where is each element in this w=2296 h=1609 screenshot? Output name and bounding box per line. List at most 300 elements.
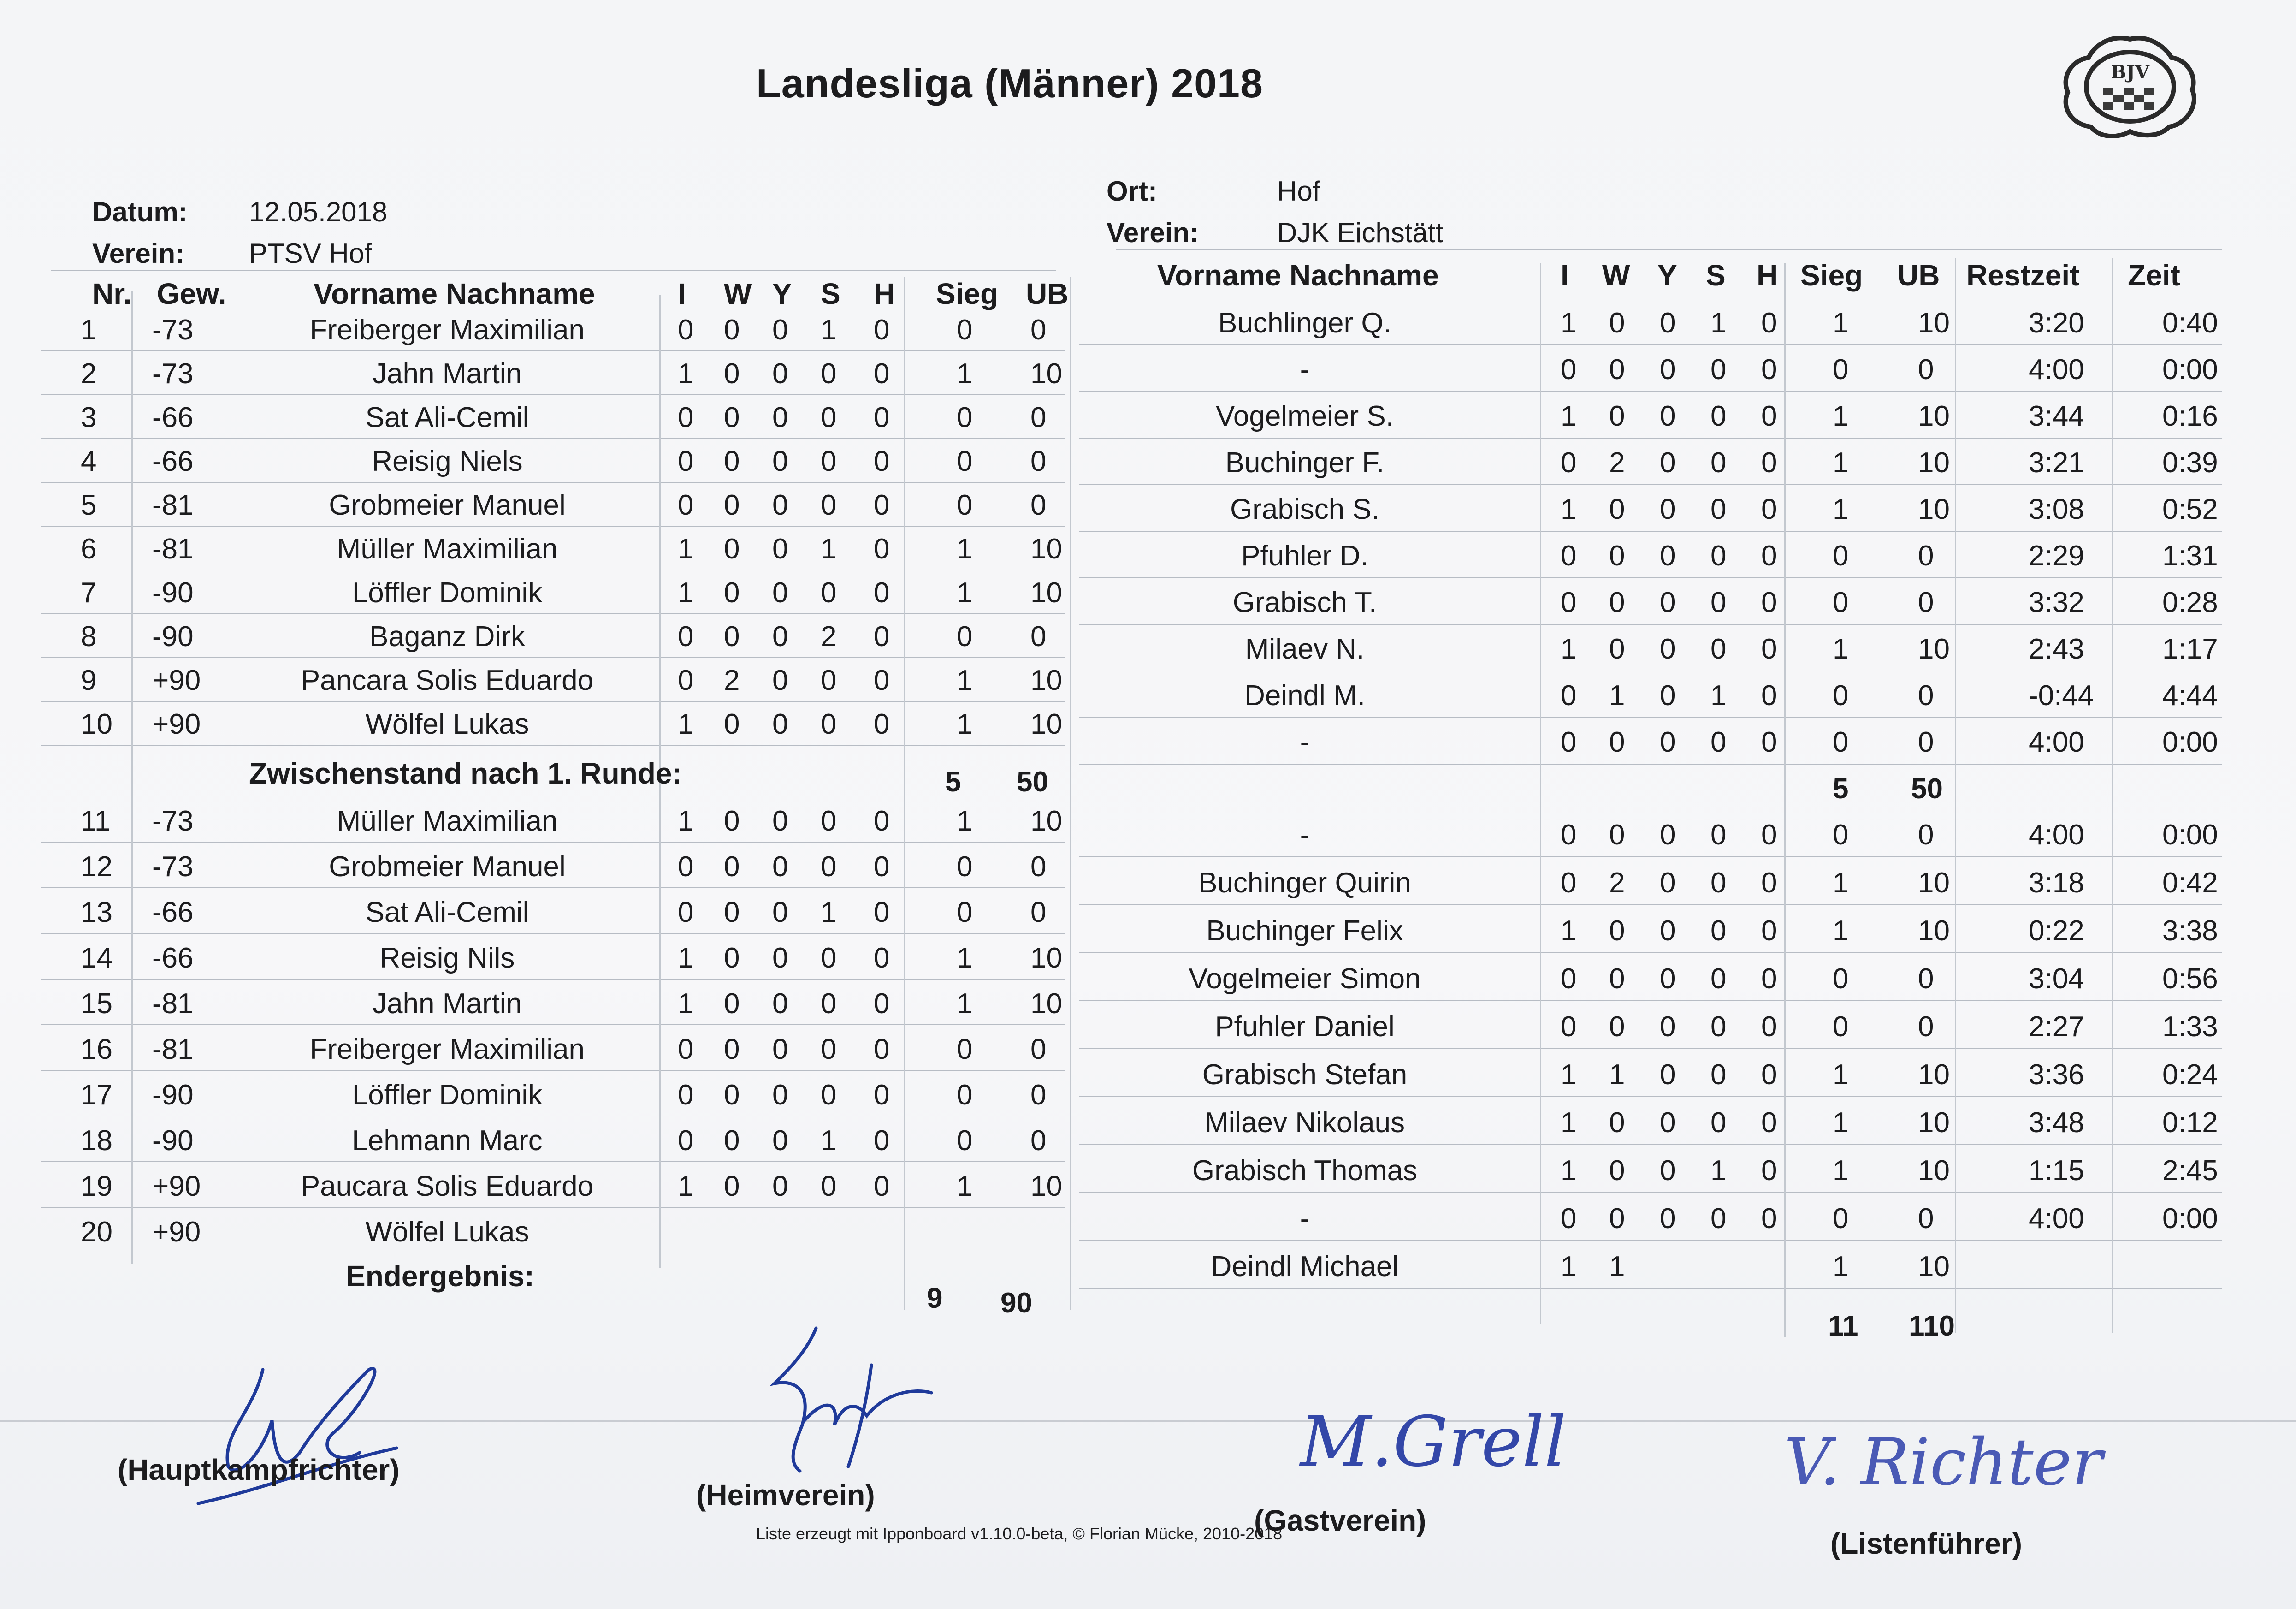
right-row-h: 0 <box>1761 867 1777 899</box>
right-row-i: 1 <box>1561 1107 1577 1139</box>
right-header-i: I <box>1561 259 1569 292</box>
left-row-y: 0 <box>772 489 788 521</box>
right-row-y: 0 <box>1660 354 1676 386</box>
right-row-i: 1 <box>1561 1251 1577 1282</box>
right-row-s: 0 <box>1710 1059 1727 1091</box>
left-row-sieg: 1 <box>957 665 973 696</box>
left-row-y: 0 <box>772 577 788 609</box>
left-row-rule <box>41 482 1065 483</box>
right-row-rule <box>1079 1192 2222 1193</box>
right-row-i: 1 <box>1561 400 1577 432</box>
right-row-s: 0 <box>1710 819 1727 851</box>
left-row-weight: -90 <box>152 1125 194 1157</box>
left-row-rule <box>41 979 1065 980</box>
home-verein-label: Verein: <box>92 238 185 269</box>
right-row-sieg: 0 <box>1833 1011 1849 1043</box>
left-row-s: 0 <box>821 1033 837 1065</box>
left-row-weight: -73 <box>152 851 194 883</box>
right-row-fighter-name: - <box>1300 726 1310 758</box>
right-row-y: 0 <box>1660 680 1676 712</box>
right-row-zeit: 0:42 <box>2162 867 2218 899</box>
right-row-i: 0 <box>1561 587 1577 618</box>
left-header-w: W <box>724 277 752 310</box>
left-row-s: 1 <box>821 314 837 346</box>
right-row-restzeit: 1:15 <box>2029 1155 2084 1187</box>
left-row-i: 0 <box>678 445 694 477</box>
left-row-i: 0 <box>678 1033 694 1065</box>
right-row-restzeit: 0:22 <box>2029 915 2084 947</box>
away-club <box>1107 217 1443 249</box>
right-row-h: 0 <box>1761 963 1777 995</box>
right-row-y: 0 <box>1660 587 1676 618</box>
right-row-rule <box>1079 391 2222 392</box>
right-row-w: 0 <box>1609 540 1625 572</box>
left-row-y: 0 <box>772 1170 788 1202</box>
left-row-w: 0 <box>724 445 740 477</box>
listenfuehrer-label: (Listenführer) <box>1830 1527 2022 1560</box>
right-row-restzeit: 2:27 <box>2029 1011 2084 1043</box>
right-row-zeit: 0:56 <box>2162 963 2218 995</box>
left-row-rule <box>41 745 1065 746</box>
left-row-sieg: 1 <box>957 708 973 740</box>
right-row-w: 2 <box>1609 867 1625 899</box>
left-header-sieg: Sieg <box>936 277 999 310</box>
left-row-ub: 0 <box>1030 445 1047 477</box>
right-row-rule <box>1079 717 2222 718</box>
right-row-h: 0 <box>1761 307 1777 339</box>
right-row-ub: 0 <box>1918 587 1934 618</box>
right-row-s: 0 <box>1710 726 1727 758</box>
left-row-fighter-name: Jahn Martin <box>373 358 522 390</box>
right-row-ub: 10 <box>1918 915 1950 947</box>
right-row-h: 0 <box>1761 680 1777 712</box>
left-row-fighter-name: Sat Ali-Cemil <box>365 402 529 433</box>
left-row-s: 0 <box>821 1079 837 1111</box>
right-row-ub: 0 <box>1918 819 1934 851</box>
left-row-fighter-name: Pancara Solis Eduardo <box>301 665 594 696</box>
left-row-w: 0 <box>724 533 740 565</box>
left-row-rule <box>41 701 1065 702</box>
right-row-zeit: 0:28 <box>2162 587 2218 618</box>
right-row-fighter-name: - <box>1300 354 1310 386</box>
right-row-s: 0 <box>1710 867 1727 899</box>
left-row-sieg: 1 <box>957 988 973 1020</box>
left-row-w: 0 <box>724 577 740 609</box>
right-row-sieg: 0 <box>1833 540 1849 572</box>
left-row-h: 0 <box>874 445 890 477</box>
right-row-rule <box>1079 1288 2222 1289</box>
right-row-restzeit: 2:29 <box>2029 540 2084 572</box>
right-row-s: 1 <box>1710 1155 1727 1187</box>
right-row-s: 0 <box>1710 1203 1727 1235</box>
ort-label: Ort: <box>1107 176 1157 207</box>
right-row-y: 0 <box>1660 540 1676 572</box>
left-row-s: 1 <box>821 897 837 928</box>
right-row-w: 0 <box>1609 1203 1625 1235</box>
right-row-ub: 0 <box>1918 726 1934 758</box>
right-row-zeit: 1:31 <box>2162 540 2218 572</box>
right-row-y: 0 <box>1660 1203 1676 1235</box>
endergebnis-right-ub: 110 <box>1909 1310 1955 1342</box>
right-row-fighter-name: - <box>1300 1203 1310 1235</box>
right-row-ub: 0 <box>1918 680 1934 712</box>
right-row-zeit: 0:00 <box>2162 819 2218 851</box>
left-row-sieg: 0 <box>957 851 973 883</box>
right-row-y: 0 <box>1660 915 1676 947</box>
column-rule-restzeit <box>2112 258 2113 1333</box>
right-row-y: 0 <box>1660 1059 1676 1091</box>
left-row-nr: 1 <box>81 314 97 346</box>
left-row-h: 0 <box>874 1079 890 1111</box>
right-row-ub: 10 <box>1918 633 1950 665</box>
right-row-h: 0 <box>1761 540 1777 572</box>
left-row-weight: -66 <box>152 402 194 433</box>
left-row-y: 0 <box>772 402 788 433</box>
right-row-y: 0 <box>1660 726 1676 758</box>
datum-label: Datum: <box>92 196 188 227</box>
right-row-zeit: 0:00 <box>2162 1203 2218 1235</box>
left-row-s: 0 <box>821 445 837 477</box>
left-row-w: 0 <box>724 621 740 653</box>
heimverein-signature <box>719 1324 950 1480</box>
left-row-s: 2 <box>821 621 837 653</box>
left-row-i: 0 <box>678 1125 694 1157</box>
right-row-i: 1 <box>1561 633 1577 665</box>
left-header-name: Vorname Nachname <box>314 277 595 310</box>
right-row-rule <box>1079 531 2222 532</box>
left-row-w: 0 <box>724 1125 740 1157</box>
left-row-h: 0 <box>874 489 890 521</box>
right-row-y: 0 <box>1660 400 1676 432</box>
right-row-i: 0 <box>1561 819 1577 851</box>
left-row-i: 1 <box>678 533 694 565</box>
right-row-w: 0 <box>1609 587 1625 618</box>
left-row-ub: 0 <box>1030 1125 1047 1157</box>
left-row-fighter-name: Wölfel Lukas <box>365 708 529 740</box>
left-header-i: I <box>678 277 686 310</box>
zwischenstand-left-ub: 50 <box>1017 766 1048 798</box>
right-row-ub: 10 <box>1918 1107 1950 1139</box>
right-row-s: 0 <box>1710 400 1727 432</box>
right-row-y: 0 <box>1660 1155 1676 1187</box>
right-row-sieg: 0 <box>1833 726 1849 758</box>
left-row-sieg: 0 <box>957 1125 973 1157</box>
left-row-ub: 10 <box>1030 533 1062 565</box>
left-row-weight: +90 <box>152 1216 201 1248</box>
left-row-nr: 20 <box>81 1216 112 1248</box>
left-row-fighter-name: Wölfel Lukas <box>365 1216 529 1248</box>
right-row-rule <box>1079 624 2222 625</box>
right-row-zeit: 0:39 <box>2162 447 2218 479</box>
right-row-i: 0 <box>1561 726 1577 758</box>
left-row-y: 0 <box>772 988 788 1020</box>
right-row-i: 0 <box>1561 963 1577 995</box>
right-row-y: 0 <box>1660 447 1676 479</box>
right-row-rule <box>1079 1000 2222 1001</box>
left-row-rule <box>41 657 1065 658</box>
right-row-restzeit: -0:44 <box>2029 680 2094 712</box>
right-row-fighter-name: Deindl Michael <box>1211 1251 1399 1282</box>
left-row-ub: 0 <box>1030 402 1047 433</box>
right-row-w: 0 <box>1609 633 1625 665</box>
left-row-weight: -66 <box>152 445 194 477</box>
left-row-nr: 16 <box>81 1033 112 1065</box>
left-row-fighter-name: Löffler Dominik <box>352 1079 543 1111</box>
left-row-y: 0 <box>772 314 788 346</box>
right-row-ub: 0 <box>1918 963 1934 995</box>
left-row-w: 0 <box>724 402 740 433</box>
left-row-fighter-name: Lehmann Marc <box>352 1125 543 1157</box>
left-row-w: 0 <box>724 314 740 346</box>
left-row-i: 0 <box>678 621 694 653</box>
left-row-rule <box>41 887 1065 888</box>
left-row-fighter-name: Freiberger Maximilian <box>309 314 585 346</box>
right-row-ub: 10 <box>1918 400 1950 432</box>
left-row-y: 0 <box>772 851 788 883</box>
left-row-w: 0 <box>724 358 740 390</box>
right-row-zeit: 3:38 <box>2162 915 2218 947</box>
left-row-ub: 10 <box>1030 988 1062 1020</box>
left-row-nr: 7 <box>81 577 97 609</box>
right-row-rule <box>1079 952 2222 953</box>
left-row-h: 0 <box>874 577 890 609</box>
left-row-weight: -81 <box>152 988 194 1020</box>
right-row-ub: 10 <box>1918 447 1950 479</box>
right-header-top-rule <box>1116 249 2222 250</box>
left-row-h: 0 <box>874 708 890 740</box>
left-row-h: 0 <box>874 942 890 974</box>
left-row-weight: -66 <box>152 897 194 928</box>
right-row-restzeit: 3:18 <box>2029 867 2084 899</box>
right-row-fighter-name: Deindl M. <box>1244 680 1365 712</box>
right-row-y: 0 <box>1660 819 1676 851</box>
left-row-w: 0 <box>724 489 740 521</box>
left-row-rule <box>41 350 1065 351</box>
left-row-fighter-name: Freiberger Maximilian <box>309 1033 585 1065</box>
right-row-zeit: 0:12 <box>2162 1107 2218 1139</box>
right-row-sieg: 1 <box>1833 1059 1849 1091</box>
right-row-i: 1 <box>1561 493 1577 525</box>
left-row-sieg: 0 <box>957 621 973 653</box>
right-row-fighter-name: Grabisch S. <box>1230 493 1379 525</box>
left-row-h: 0 <box>874 358 890 390</box>
right-row-w: 0 <box>1609 1011 1625 1043</box>
right-header-y: Y <box>1657 259 1677 292</box>
left-row-nr: 17 <box>81 1079 112 1111</box>
left-row-fighter-name: Grobmeier Manuel <box>329 489 566 521</box>
right-row-y: 0 <box>1660 1011 1676 1043</box>
left-row-h: 0 <box>874 665 890 696</box>
left-row-s: 0 <box>821 665 837 696</box>
right-row-zeit: 0:00 <box>2162 726 2218 758</box>
left-row-rule <box>41 1070 1065 1071</box>
right-row-ub: 10 <box>1918 307 1950 339</box>
right-row-w: 1 <box>1609 680 1625 712</box>
right-row-restzeit: 3:48 <box>2029 1107 2084 1139</box>
right-row-sieg: 0 <box>1833 963 1849 995</box>
left-row-ub: 10 <box>1030 358 1062 390</box>
left-header-gew: Gew. <box>157 277 226 310</box>
right-row-sieg: 1 <box>1833 400 1849 432</box>
right-header-restzeit: Restzeit <box>1966 259 2080 292</box>
right-row-sieg: 0 <box>1833 680 1849 712</box>
left-row-y: 0 <box>772 358 788 390</box>
left-row-weight: +90 <box>152 665 201 696</box>
right-row-y: 0 <box>1660 493 1676 525</box>
left-row-rule <box>41 1161 1065 1162</box>
left-row-rule <box>41 526 1065 527</box>
right-row-sieg: 0 <box>1833 587 1849 618</box>
right-row-sieg: 0 <box>1833 819 1849 851</box>
left-row-i: 0 <box>678 314 694 346</box>
right-header-w: W <box>1602 259 1630 292</box>
left-row-nr: 11 <box>81 805 111 837</box>
left-row-ub: 10 <box>1030 665 1062 696</box>
right-row-rule <box>1079 904 2222 905</box>
gastverein-signature: M.Grell <box>1300 1402 1567 1482</box>
left-row-weight: -81 <box>152 489 194 521</box>
left-row-sieg: 0 <box>957 445 973 477</box>
right-row-fighter-name: Buchinger F. <box>1225 447 1385 479</box>
right-row-w: 0 <box>1609 400 1625 432</box>
left-row-rule <box>41 842 1065 843</box>
left-row-ub: 0 <box>1030 314 1047 346</box>
left-row-i: 1 <box>678 942 694 974</box>
left-row-rule <box>41 613 1065 614</box>
left-row-y: 0 <box>772 533 788 565</box>
left-header-nr: Nr. <box>92 277 132 310</box>
right-header-s: S <box>1706 259 1726 292</box>
home-verein-value: PTSV Hof <box>249 238 372 269</box>
right-row-h: 0 <box>1761 1011 1777 1043</box>
left-row-sieg: 1 <box>957 358 973 390</box>
left-row-i: 1 <box>678 988 694 1020</box>
right-row-s: 0 <box>1710 587 1727 618</box>
left-row-y: 0 <box>772 1079 788 1111</box>
left-row-nr: 8 <box>81 621 97 653</box>
endergebnis-label: Endergebnis: <box>346 1259 534 1293</box>
left-row-h: 0 <box>874 897 890 928</box>
left-row-rule <box>41 933 1065 934</box>
left-row-i: 1 <box>678 805 694 837</box>
left-row-rule <box>41 1207 1065 1208</box>
right-row-zeit: 2:45 <box>2162 1155 2218 1187</box>
right-row-h: 0 <box>1761 354 1777 386</box>
left-row-sieg: 0 <box>957 897 973 928</box>
left-row-fighter-name: Müller Maximilian <box>337 533 558 565</box>
left-row-s: 0 <box>821 402 837 433</box>
right-row-ub: 0 <box>1918 1011 1934 1043</box>
left-row-weight: -73 <box>152 805 194 837</box>
left-row-w: 0 <box>724 1079 740 1111</box>
left-row-fighter-name: Reisig Nils <box>379 942 515 974</box>
right-row-zeit: 0:00 <box>2162 354 2218 386</box>
right-row-restzeit: 2:43 <box>2029 633 2084 665</box>
zwischenstand-right-ub: 50 <box>1911 773 1943 805</box>
left-row-w: 0 <box>724 897 740 928</box>
right-row-s: 0 <box>1710 1107 1727 1139</box>
left-row-w: 0 <box>724 988 740 1020</box>
right-row-zeit: 0:52 <box>2162 493 2218 525</box>
column-rule-right-ub <box>1955 258 1956 1333</box>
left-row-w: 0 <box>724 805 740 837</box>
left-row-nr: 18 <box>81 1125 112 1157</box>
left-row-i: 0 <box>678 402 694 433</box>
left-row-nr: 13 <box>81 897 112 928</box>
right-row-sieg: 1 <box>1833 1155 1849 1187</box>
right-row-sieg: 1 <box>1833 307 1849 339</box>
away-verein-value: DJK Eichstätt <box>1277 217 1444 248</box>
right-header-ub: UB <box>1897 259 1940 292</box>
left-row-y: 0 <box>772 665 788 696</box>
left-row-nr: 4 <box>81 445 97 477</box>
left-row-i: 1 <box>678 708 694 740</box>
right-row-sieg: 1 <box>1833 447 1849 479</box>
right-row-zeit: 1:17 <box>2162 633 2218 665</box>
endergebnis-left-ub: 90 <box>1000 1287 1032 1319</box>
right-row-fighter-name: Grabisch Stefan <box>1202 1059 1408 1091</box>
right-row-restzeit: 3:08 <box>2029 493 2084 525</box>
left-row-s: 1 <box>821 1125 837 1157</box>
left-row-w: 0 <box>724 708 740 740</box>
away-verein-label: Verein: <box>1107 217 1199 248</box>
right-row-rule <box>1079 1240 2222 1241</box>
left-row-ub: 10 <box>1030 805 1062 837</box>
endergebnis-right-sieg: 11 <box>1828 1310 1858 1342</box>
bjv-seal-logo <box>2061 32 2199 138</box>
right-row-ub: 10 <box>1918 867 1950 899</box>
left-row-weight: -81 <box>152 1033 194 1065</box>
left-row-i: 0 <box>678 1079 694 1111</box>
left-row-fighter-name: Jahn Martin <box>373 988 522 1020</box>
right-row-s: 0 <box>1710 915 1727 947</box>
left-row-ub: 0 <box>1030 621 1047 653</box>
zwischenstand-right-sieg: 5 <box>1833 773 1849 805</box>
left-row-ub: 10 <box>1030 708 1062 740</box>
left-row-h: 0 <box>874 1125 890 1157</box>
left-header-h: H <box>874 277 895 310</box>
right-row-restzeit: 4:00 <box>2029 354 2084 386</box>
right-row-h: 0 <box>1761 1155 1777 1187</box>
left-row-s: 0 <box>821 805 837 837</box>
left-row-fighter-name: Grobmeier Manuel <box>329 851 566 883</box>
right-row-ub: 10 <box>1918 1251 1950 1282</box>
left-row-s: 0 <box>821 851 837 883</box>
left-row-weight: -90 <box>152 1079 194 1111</box>
left-row-fighter-name: Paucara Solis Eduardo <box>301 1170 594 1202</box>
right-row-y: 0 <box>1660 963 1676 995</box>
right-row-rule <box>1079 1048 2222 1049</box>
left-row-weight: -66 <box>152 942 194 974</box>
left-row-sieg: 1 <box>957 805 973 837</box>
right-row-fighter-name: Pfuhler Daniel <box>1215 1011 1395 1043</box>
right-row-h: 0 <box>1761 447 1777 479</box>
right-row-i: 0 <box>1561 867 1577 899</box>
left-row-i: 0 <box>678 489 694 521</box>
left-row-y: 0 <box>772 805 788 837</box>
column-rule-right-scores <box>1540 263 1541 1324</box>
left-row-nr: 5 <box>81 489 97 521</box>
right-row-w: 2 <box>1609 447 1625 479</box>
left-row-y: 0 <box>772 445 788 477</box>
left-row-w: 2 <box>724 665 740 696</box>
left-header-y: Y <box>772 277 792 310</box>
right-row-sieg: 1 <box>1833 867 1849 899</box>
right-row-restzeit: 3:04 <box>2029 963 2084 995</box>
footer-credit: Liste erzeugt mit Ipponboard v1.10.0-beta, © Florian Mücke, 2010-2018 <box>756 1524 1283 1543</box>
left-row-rule <box>41 394 1065 395</box>
left-row-h: 0 <box>874 851 890 883</box>
